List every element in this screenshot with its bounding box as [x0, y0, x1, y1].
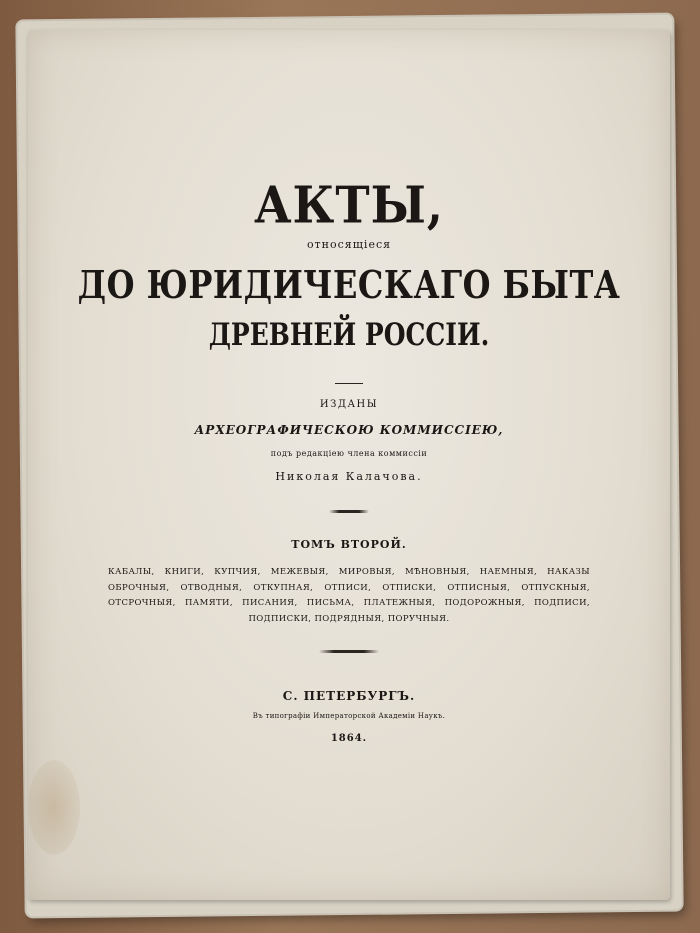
title-line-2: ДО ЮРИДИЧЕСКАГО БЫТА — [77, 262, 621, 308]
title-page — [28, 30, 670, 900]
volume-label: ТОМЪ ВТОРОЙ. — [291, 538, 407, 551]
printer-line: Въ типографiи Императорской Академiи Наукъ. — [252, 712, 446, 720]
published-label: ИЗДАНЫ — [319, 399, 379, 410]
divider-rule — [335, 383, 363, 384]
contents-list — [108, 565, 590, 627]
paper-stain — [28, 760, 80, 855]
commission-name: АРХЕОГРАФИЧЕСКОЮ КОММИССIЕЮ, — [194, 423, 504, 437]
contents-line: ОТСРОЧНЫЯ, ПАМЯТИ, ПИСАНИЯ, ПИСЬМА, ПЛАТЕЖНЫЯ, ПОДОРОЖНЫЯ, ПОДПИСИ, — [108, 598, 590, 608]
ornament-divider-2 — [319, 650, 379, 653]
contents-line: ПОДПИСКИ, ПОДРЯДНЫЯ, ПОРУЧНЫЯ. — [248, 613, 450, 624]
publication-city: С. ПЕТЕРБУРГЪ. — [282, 689, 416, 703]
editor-name: Николая Калачова. — [275, 470, 423, 483]
publication-year: 1864. — [330, 733, 368, 744]
subtitle-relating: относящiеся — [306, 238, 392, 251]
main-title: АКТЫ, — [254, 175, 444, 235]
title-line-3: ДРЕВНЕЙ РОССIИ. — [208, 316, 490, 353]
contents-line: КАБАЛЫ, КНИГИ, КУПЧИЯ, МЕЖЕВЫЯ, МИРОВЫЯ, МѢНОВНЫЯ, НАЕМНЫЯ, НАКАЗЫ — [108, 567, 590, 577]
contents-line: ОБРОЧНЫЯ, ОТВОДНЫЯ, ОТКУПНАЯ, ОТПИСИ, ОТПИСКИ, ОТПИСНЫЯ, ОТПУСКНЫЯ, — [108, 582, 590, 593]
editor-note: подъ редакцiею члена коммиссiи — [270, 449, 428, 458]
ornament-divider-1 — [329, 510, 369, 513]
